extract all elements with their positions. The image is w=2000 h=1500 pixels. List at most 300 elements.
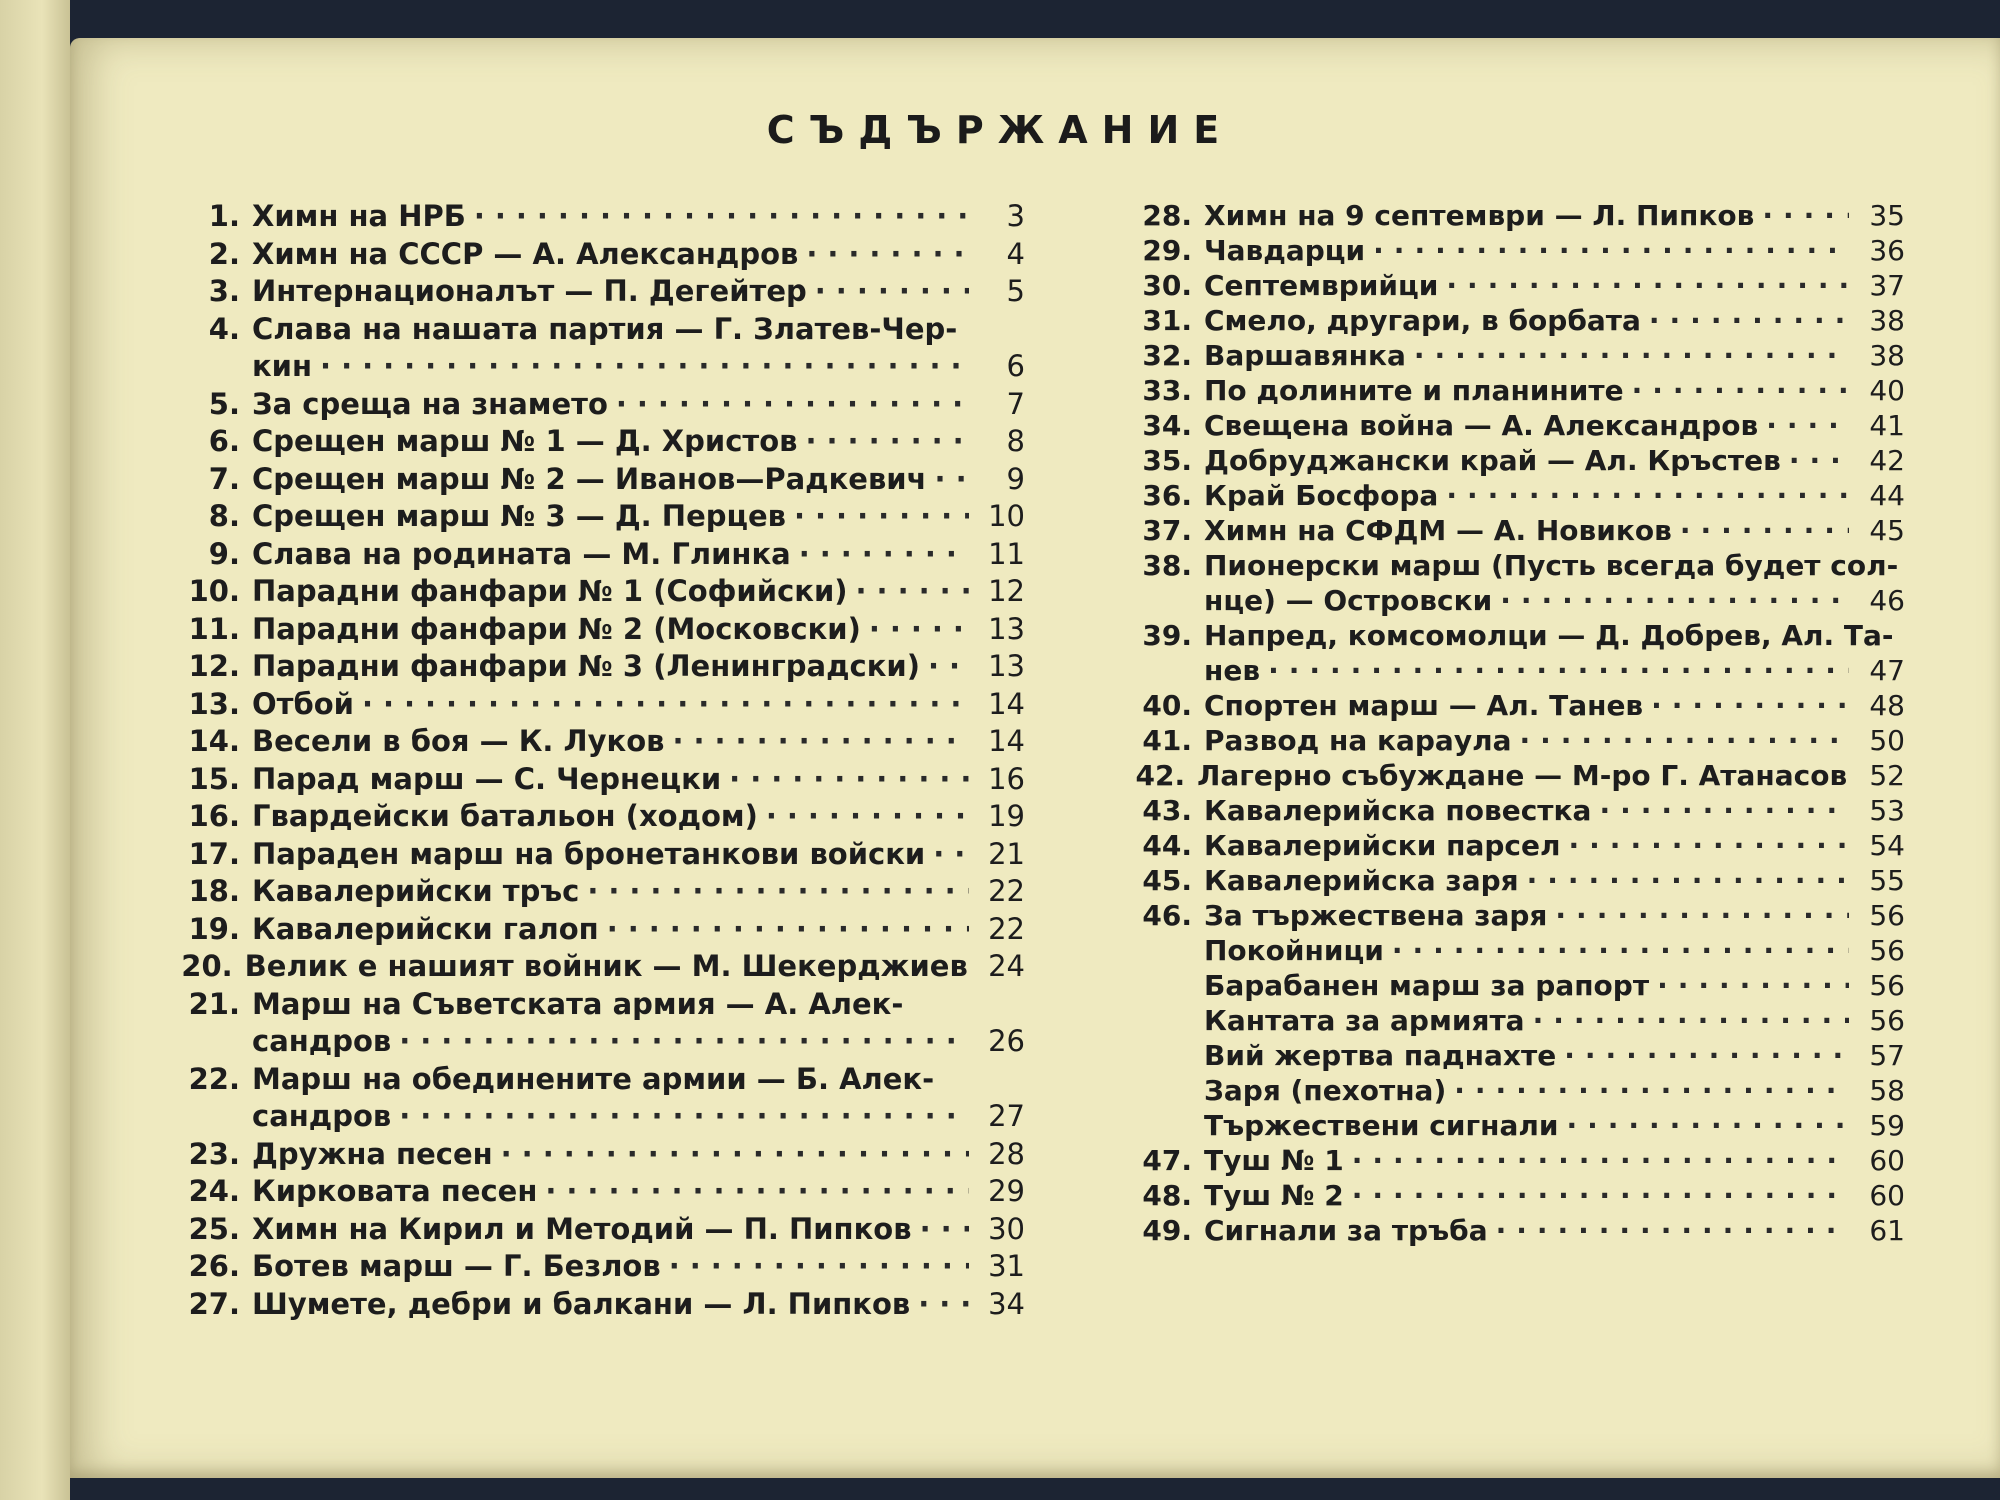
toc-entry [1130, 548, 1905, 618]
toc-entry-number: 30. [1142, 269, 1192, 302]
toc-entry-line [1130, 478, 1905, 513]
toc-entry-number: 13. [188, 686, 240, 721]
toc-entry-line [180, 1136, 1025, 1174]
toc-entry-title: Химн на СССР — А. Александров [252, 236, 799, 271]
toc-entry-line [1130, 898, 1905, 933]
toc-entry-line [180, 611, 1025, 649]
toc-entry [1130, 723, 1905, 758]
toc-entry-line [1130, 268, 1905, 303]
toc-entry-number: 42. [1135, 759, 1186, 792]
toc-page-number: 56 [1869, 969, 1905, 1002]
toc-entry-title: За среща на знамето [252, 386, 608, 421]
dot-leader [661, 1248, 969, 1286]
toc-entry-line [1130, 863, 1905, 898]
toc-page-number: 7 [1006, 386, 1025, 421]
toc-entry-line [180, 498, 1025, 536]
dot-leader [1384, 933, 1849, 968]
toc-entry [180, 536, 1025, 574]
toc-entry-title: Химн на Кирил и Методий — П. Пипков [252, 1211, 912, 1246]
toc-entry-line [1130, 1038, 1905, 1073]
toc-page-number: 61 [1869, 1214, 1905, 1247]
toc-entry-number: 2. [208, 236, 240, 271]
toc-entry-title: Септемврийци [1204, 269, 1439, 302]
toc-entry-title: Кантата за армията [1204, 1004, 1525, 1037]
dot-leader [1260, 653, 1849, 688]
toc-page-number: 26 [988, 1024, 1025, 1058]
toc-entry-title: По долините и планините [1204, 374, 1624, 407]
toc-entry-title: Барабанен марш за рапорт [1204, 969, 1650, 1002]
toc-entry [180, 723, 1025, 761]
toc-entry [180, 836, 1025, 874]
toc-entry-line [180, 198, 1025, 236]
dot-leader [1365, 233, 1849, 268]
toc-page-number: 3 [1006, 199, 1025, 233]
toc-entry-title: нев [1204, 654, 1261, 687]
toc-entry-number: 10. [188, 574, 240, 608]
toc-entry-line [180, 761, 1025, 799]
toc-entry-line [1130, 793, 1905, 828]
toc-entry-line [180, 1248, 1025, 1286]
dot-leader [798, 423, 969, 461]
toc-entry-title: Параден марш на бронетанкови войски [252, 836, 926, 871]
toc-entry-number: 14. [188, 724, 240, 758]
dot-leader [912, 1211, 969, 1249]
toc-page-number: 60 [1869, 1144, 1905, 1177]
dot-leader [1438, 268, 1849, 303]
toc-entry-title: сандров [252, 1099, 392, 1133]
toc-page-number: 6 [1006, 349, 1025, 383]
toc-entry-line [1130, 198, 1905, 233]
dot-leader [1649, 968, 1849, 1003]
toc-entry-number: 28. [1142, 199, 1192, 232]
toc-entry-line [1130, 303, 1905, 338]
dot-leader [391, 1023, 969, 1061]
toc-page-number: 22 [988, 874, 1025, 908]
toc-entry-title: Весели в боя — К. Луков [252, 724, 665, 758]
toc-entry-title: Срещен марш № 3 — Д. Перцев [252, 499, 787, 533]
toc-entry [1130, 1038, 1905, 1073]
dot-leader [1561, 828, 1849, 863]
toc-entry-title: Чавдарци [1204, 234, 1366, 267]
toc-page-number: 40 [1869, 374, 1905, 407]
dot-leader [391, 1098, 969, 1136]
toc-entry [1130, 408, 1905, 443]
toc-entry-title: Парад марш — С. Чернецки [252, 761, 722, 796]
dot-leader [786, 498, 969, 536]
toc-entry-line [180, 1286, 1025, 1324]
toc-entry-number: 44. [1142, 829, 1192, 862]
toc-page-number: 27 [988, 1099, 1025, 1133]
toc-entry [180, 1286, 1025, 1324]
toc-page-number: 41 [1869, 409, 1905, 442]
toc-entry-number: 47. [1142, 1144, 1192, 1177]
dot-leader [758, 798, 969, 836]
toc-entry [1130, 618, 1905, 688]
toc-page-number: 12 [988, 574, 1025, 608]
dot-leader [1643, 688, 1849, 723]
toc-entry-number: 18. [188, 874, 240, 908]
toc-entry [180, 461, 1025, 499]
toc-page-number: 11 [988, 536, 1025, 571]
toc-entry-title: Гвардейски батальон (ходом) [252, 799, 758, 833]
toc-entry-number: 3. [208, 274, 240, 308]
toc-page-number: 50 [1869, 724, 1905, 757]
toc-page-number: 35 [1869, 199, 1905, 232]
toc-entry-line [180, 798, 1025, 836]
toc-entry-title: Шумете, дебри и балкани — Л. Пипков [252, 1286, 911, 1321]
toc-page-number: 56 [1869, 899, 1905, 932]
toc-entry [180, 1211, 1025, 1249]
dot-leader [1591, 793, 1849, 828]
toc-entry-title: нце) — Островски [1204, 584, 1493, 617]
toc-entry-line [180, 423, 1025, 461]
dot-leader [1446, 1073, 1849, 1108]
toc-entry-number: 24. [188, 1174, 240, 1208]
toc-entry [180, 236, 1025, 274]
toc-entry-line [1130, 338, 1905, 373]
toc-entry-title: Пионерски марш (Пусть всегда будет сол- [1204, 549, 1899, 582]
toc-entry-line [1130, 408, 1905, 443]
toc-entry-number: 39. [1142, 619, 1192, 652]
toc-entry-line [1130, 688, 1905, 723]
toc-entry [1130, 233, 1905, 268]
toc-entry-title: Покойници [1204, 934, 1384, 967]
toc-entry-line [1130, 933, 1905, 968]
toc-entry [180, 948, 1025, 986]
toc-entry-title: Химн на НРБ [252, 199, 466, 233]
dot-leader [861, 611, 969, 649]
toc-entry [180, 1061, 1025, 1136]
dot-leader [798, 236, 969, 274]
toc-page-number: 4 [1006, 236, 1025, 271]
toc-entry [180, 1248, 1025, 1286]
toc-entry-number: 38. [1142, 549, 1192, 582]
toc-entry [1130, 933, 1905, 968]
toc-entry [1130, 1178, 1905, 1213]
toc-page-number: 34 [988, 1286, 1025, 1321]
toc-entry-title: Напред, комсомолци — Д. Добрев, Ал. Та- [1204, 619, 1894, 652]
dot-leader [1556, 1038, 1849, 1073]
toc-entry-line [180, 948, 1025, 986]
toc-entry-number: 8. [208, 499, 240, 533]
toc-entry-line [180, 1173, 1025, 1211]
toc-entry [180, 611, 1025, 649]
dot-leader [1547, 898, 1849, 933]
toc-entry-number: 45. [1142, 864, 1192, 897]
toc-entry [180, 1173, 1025, 1211]
toc-entry [180, 911, 1025, 949]
toc-entry-line [180, 648, 1025, 686]
toc-entry-line [180, 311, 1025, 349]
toc-entry [1130, 898, 1905, 933]
toc-entry-title: Марш на обединените армии — Б. Алек- [252, 1061, 935, 1096]
toc-entry-number: 48. [1142, 1179, 1192, 1212]
toc-entry-line [180, 273, 1025, 311]
dot-leader [1781, 443, 1849, 478]
toc-entry-line [180, 1061, 1025, 1099]
dot-leader [910, 1286, 969, 1324]
toc-page-number: 19 [988, 799, 1025, 833]
toc-entry-number: 46. [1142, 899, 1192, 932]
toc-entry-title: Интернационалът — П. Дегейтер [252, 274, 807, 308]
toc-entry-title: Химн на СФДМ — А. Новиков [1204, 514, 1672, 547]
toc-entry [1130, 863, 1905, 898]
toc-entry-number: 19. [188, 911, 240, 946]
toc-entry-number: 4. [208, 311, 240, 346]
toc-entry-title: Кавалерийска повестка [1204, 794, 1592, 827]
toc-entry-line [1130, 1003, 1905, 1038]
toc-entry-number: 26. [188, 1249, 240, 1283]
toc-page-number: 55 [1869, 864, 1905, 897]
toc-entry-line [1130, 968, 1905, 1003]
dot-leader [925, 836, 969, 874]
toc-page-number: 8 [1006, 424, 1025, 458]
toc-entry [180, 573, 1025, 611]
toc-entry [180, 798, 1025, 836]
toc-entry-title: Кавалерийска заря [1204, 864, 1519, 897]
toc-entry-title: За тържествена заря [1204, 899, 1548, 932]
toc-entry-title: Край Босфора [1204, 479, 1439, 512]
dot-leader [1344, 1143, 1849, 1178]
toc-entry-title: Тържествени сигнали [1204, 1109, 1559, 1142]
toc-entry [1130, 1003, 1905, 1038]
toc-entry [180, 198, 1025, 236]
dot-leader [1754, 198, 1849, 233]
toc-entry-title: Кирковата песен [252, 1174, 538, 1208]
dot-leader [807, 273, 969, 311]
toc-entry-title: Добруджански край — Ал. Кръстев [1204, 444, 1781, 477]
toc-entry-title: Марш на Съветската армия — А. Алек- [252, 986, 904, 1021]
toc-entry-title: Сигнали за тръба [1204, 1214, 1488, 1247]
toc-entry-number: 17. [188, 836, 240, 871]
toc-page-number: 44 [1869, 479, 1905, 512]
toc-entry-title: Слава на нашата партия — Г. Златев-Чер- [252, 311, 958, 346]
toc-entry-number: 20. [181, 949, 233, 983]
dot-leader [848, 573, 969, 611]
toc-entry-line [180, 386, 1025, 424]
toc-entry-number: 23. [188, 1136, 240, 1171]
toc-page-number: 48 [1869, 689, 1905, 722]
dot-leader [1492, 583, 1849, 618]
toc-entry-number: 6. [208, 424, 240, 458]
toc-entry-number: 31. [1142, 304, 1192, 337]
dot-leader [1559, 1108, 1850, 1143]
toc-entry [180, 273, 1025, 311]
toc-entry-title: Химн на 9 септември — Л. Пипков [1204, 199, 1755, 232]
toc-entry-number: 35. [1142, 444, 1192, 477]
dot-leader [1758, 408, 1849, 443]
dot-leader [665, 723, 970, 761]
toc-entry [1130, 793, 1905, 828]
toc-entry-line [1130, 828, 1905, 863]
dot-leader [927, 461, 969, 499]
toc-entry [180, 986, 1025, 1061]
toc-entry-title: Кавалерийски парсел [1204, 829, 1561, 862]
dot-leader [1511, 723, 1849, 758]
dot-leader [1672, 513, 1849, 548]
toc-page-number: 52 [1869, 759, 1905, 792]
toc-entry-title: Свещена война — А. Александров [1204, 409, 1759, 442]
toc-page-number: 46 [1869, 584, 1905, 617]
toc-entry-title: Срещен марш № 2 — Иванов—Радкевич [252, 461, 927, 496]
toc-page-number: 24 [988, 949, 1025, 983]
toc-page-number: 13 [988, 611, 1025, 646]
toc-entry [1130, 688, 1905, 723]
toc-entry-line [1130, 233, 1905, 268]
toc-entry [1130, 443, 1905, 478]
toc-page-number: 10 [988, 499, 1025, 533]
toc-entry-line [180, 536, 1025, 574]
toc-page-number: 36 [1869, 234, 1905, 267]
toc-page-number: 60 [1869, 1179, 1905, 1212]
toc-entry-title: Кавалерийски тръс [252, 874, 580, 908]
dot-leader [920, 648, 969, 686]
toc-entry-number: 9. [208, 536, 240, 571]
toc-entry-number: 22. [188, 1061, 240, 1096]
toc-page-number: 14 [988, 724, 1025, 758]
toc-entry-title: Варшавянка [1204, 339, 1406, 372]
toc-entry [180, 761, 1025, 799]
dot-leader [1406, 338, 1849, 373]
toc-entry [180, 498, 1025, 536]
toc-page-number: 28 [988, 1136, 1025, 1171]
toc-entry-line [180, 911, 1025, 949]
toc-page-number: 5 [1006, 274, 1025, 308]
toc-entry-title: Срещен марш № 1 — Д. Христов [252, 424, 798, 458]
toc-entry-number: 41. [1142, 724, 1192, 757]
toc-entry-line [1130, 1213, 1905, 1248]
dot-leader [1525, 1003, 1849, 1038]
toc-entry [180, 873, 1025, 911]
dot-leader [599, 911, 969, 949]
toc-entry-number: 25. [188, 1211, 240, 1246]
toc-page-number: 53 [1869, 794, 1905, 827]
dot-leader [579, 873, 969, 911]
toc-entry-line [180, 348, 1025, 386]
toc-entry-number: 11. [188, 611, 240, 646]
toc-entry-line [180, 236, 1025, 274]
toc-entry-title: Велик е нашият войник — М. Шекерджиев [244, 949, 968, 983]
toc-entry-number: 12. [188, 649, 240, 683]
dot-leader [1488, 1213, 1849, 1248]
toc-entry [180, 648, 1025, 686]
toc-page-number: 29 [988, 1174, 1025, 1208]
dot-leader [1641, 303, 1849, 338]
toc-entry-title: Туш № 1 [1204, 1144, 1344, 1177]
toc-entry-line [1130, 443, 1905, 478]
toc-entry-line [1130, 513, 1905, 548]
toc-entry [1130, 1108, 1905, 1143]
toc-entry-line [180, 1023, 1025, 1061]
dot-leader [537, 1173, 969, 1211]
toc-entry [1130, 373, 1905, 408]
toc-page-number: 58 [1869, 1074, 1905, 1107]
toc-entry-line [180, 1211, 1025, 1249]
toc-entry-line [180, 986, 1025, 1024]
toc-entry-number: 27. [188, 1286, 240, 1321]
toc-entry-line [1130, 1143, 1905, 1178]
toc-page-number: 45 [1869, 514, 1905, 547]
toc-entry-number: 36. [1142, 479, 1192, 512]
toc-entry [1130, 1143, 1905, 1178]
toc-entry-title: сандров [252, 1024, 392, 1058]
dot-leader [721, 761, 969, 799]
toc-entry-line [1130, 1073, 1905, 1108]
toc-page-number: 16 [988, 761, 1025, 796]
toc-entry-line [1130, 373, 1905, 408]
dot-leader [1519, 863, 1849, 898]
toc-entry [1130, 968, 1905, 1003]
toc-entry [1130, 758, 1905, 793]
toc-entry [1130, 828, 1905, 863]
toc-entry-number: 7. [208, 461, 240, 496]
toc-page-number: 9 [1006, 461, 1025, 496]
toc-entry-title: Развод на караула [1204, 724, 1512, 757]
dot-leader [608, 386, 969, 424]
toc-right-column [1130, 198, 1905, 1248]
toc-entry [1130, 513, 1905, 548]
toc-entry [1130, 478, 1905, 513]
toc-entry-number: 43. [1142, 794, 1192, 827]
previous-page-edge [0, 0, 70, 1500]
toc-entry-number: 16. [188, 799, 240, 833]
toc-entry-number: 1. [208, 199, 240, 233]
toc-entry-title: Парадни фанфари № 2 (Московски) [252, 611, 861, 646]
dot-leader [791, 536, 969, 574]
toc-page-number: 21 [988, 836, 1025, 871]
toc-page-number: 57 [1869, 1039, 1905, 1072]
toc-page-number: 14 [988, 686, 1025, 721]
toc-entry-title: Кавалерийски галоп [252, 911, 599, 946]
dot-leader [1438, 478, 1849, 513]
toc-page-number: 59 [1869, 1109, 1905, 1142]
dot-leader [312, 348, 969, 386]
toc-entry-line [1130, 583, 1905, 618]
toc-entry-title: Отбой [252, 686, 354, 721]
toc-entry [180, 686, 1025, 724]
toc-left-column [180, 198, 1025, 1323]
dot-leader [493, 1136, 969, 1174]
toc-entry-title: Смело, другари, в борбата [1204, 304, 1641, 337]
toc-entry-number: 5. [208, 386, 240, 421]
dot-leader [1624, 373, 1849, 408]
toc-entry-number: 34. [1142, 409, 1192, 442]
toc-entry-number: 33. [1142, 374, 1192, 407]
toc-entry-title: Туш № 2 [1204, 1179, 1344, 1212]
toc-entry-line [180, 873, 1025, 911]
dot-leader [466, 198, 969, 236]
toc-entry-line [180, 573, 1025, 611]
toc-entry [1130, 338, 1905, 373]
toc-page-number: 31 [988, 1249, 1025, 1283]
toc-entry-line [1130, 1108, 1905, 1143]
toc-page-number: 37 [1869, 269, 1905, 302]
dot-leader [1344, 1178, 1849, 1213]
toc-page-number: 42 [1869, 444, 1905, 477]
toc-entry-title: Ботев марш — Г. Безлов [252, 1249, 661, 1283]
toc-entry [1130, 1213, 1905, 1248]
toc-page-number: 13 [988, 649, 1025, 683]
toc-entry-line [1130, 1178, 1905, 1213]
dot-leader [1847, 758, 1855, 793]
toc-page-number: 30 [988, 1211, 1025, 1246]
toc-entry-number: 40. [1142, 689, 1192, 722]
toc-entry-line [1130, 618, 1905, 653]
toc-entry [180, 423, 1025, 461]
toc-entry [1130, 1073, 1905, 1108]
toc-entry-number: 15. [188, 761, 240, 796]
page-title: СЪДЪРЖАНИЕ [766, 108, 1234, 152]
